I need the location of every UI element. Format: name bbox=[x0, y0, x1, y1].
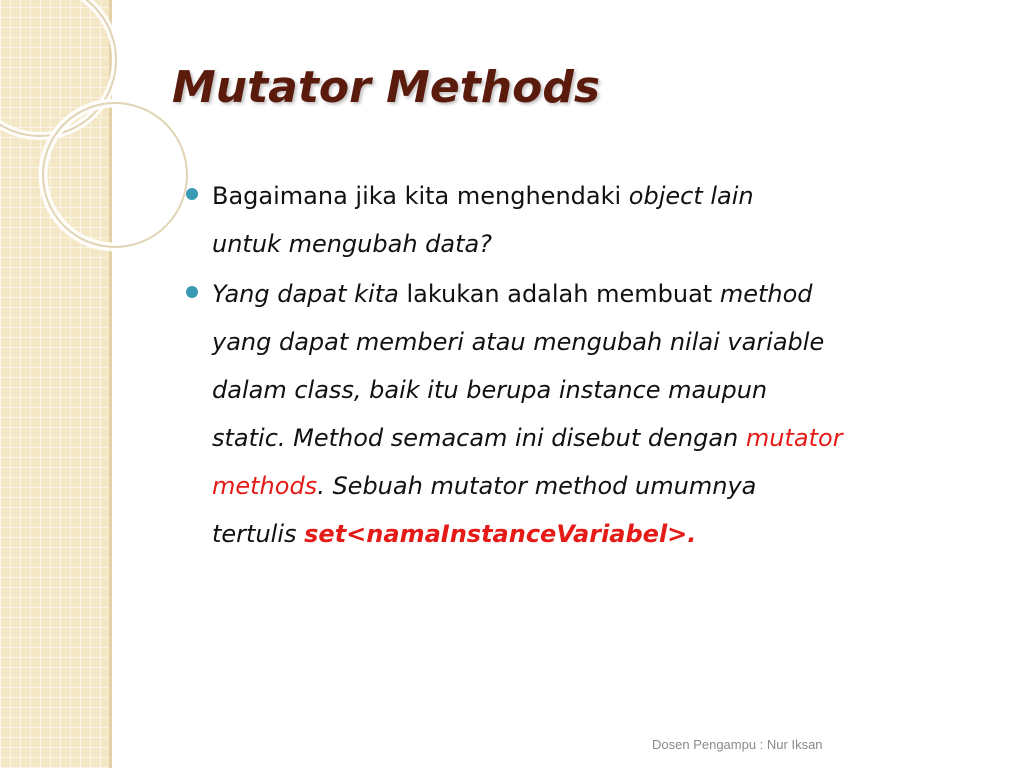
bullet-2-text-9: . Sebuah mutator method umumnya bbox=[317, 472, 757, 500]
bullet-list bbox=[186, 172, 1006, 560]
bullet-1-text-3: untuk mengubah data? bbox=[212, 230, 492, 258]
bullet-1-text-2: object lain bbox=[628, 182, 754, 210]
bullet-2-text-6: static. Method semacam ini disebut dengan bbox=[212, 424, 746, 452]
bullet-2-text-7: mutator bbox=[745, 424, 843, 452]
slide-footer: Dosen Pengampu : Nur Iksan bbox=[652, 737, 823, 752]
bullet-item bbox=[186, 172, 1006, 268]
bullet-2-text-3: method bbox=[719, 280, 813, 308]
bullet-dot-icon bbox=[186, 188, 198, 200]
bullet-item bbox=[186, 270, 1006, 558]
bullet-2-text-5: dalam class, baik itu berupa instance maupun bbox=[212, 376, 768, 404]
decorative-side-panel bbox=[0, 0, 112, 768]
bullet-2-text-11: set<namaInstanceVariabel>. bbox=[304, 520, 697, 548]
bullet-2-text-8: methods bbox=[212, 472, 318, 500]
bullet-1-text-1: Bagaimana jika kita menghendaki bbox=[212, 182, 629, 210]
bullet-2-text-2: lakukan adalah membuat bbox=[398, 280, 720, 308]
bullet-dot-icon bbox=[186, 286, 198, 298]
slide-title: Mutator Methods bbox=[172, 62, 601, 113]
bullet-2-text-1: Yang dapat kita bbox=[212, 280, 399, 308]
bullet-2-text-10: tertulis bbox=[212, 520, 305, 548]
bullet-2-text-4: yang dapat memberi atau mengubah nilai variable bbox=[212, 328, 825, 356]
